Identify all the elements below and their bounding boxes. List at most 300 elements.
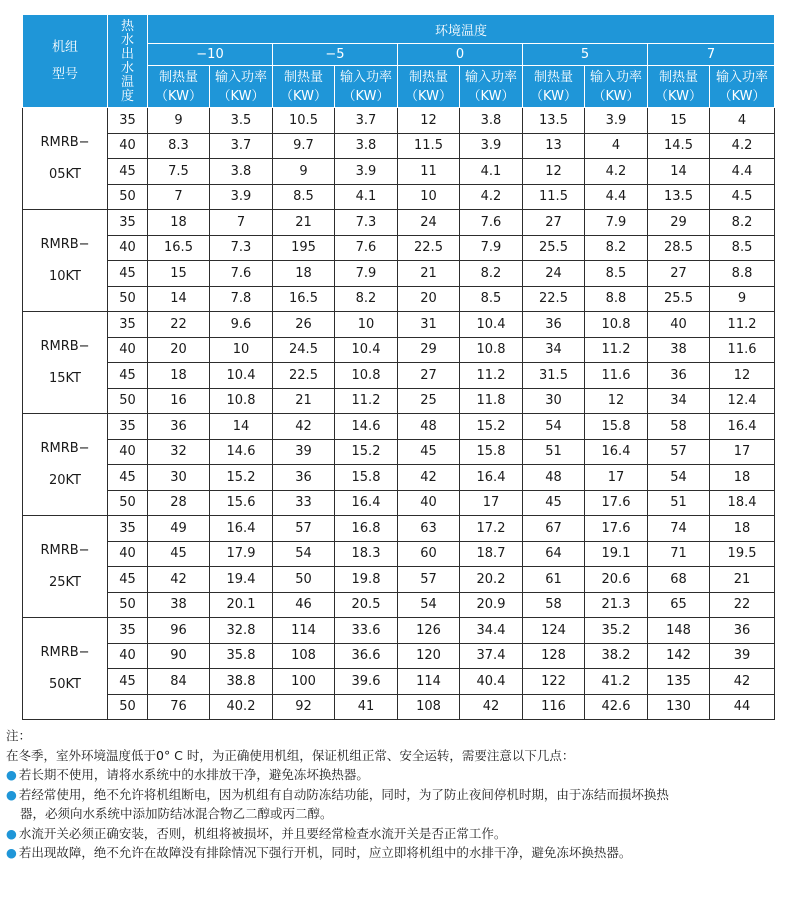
value-cell: 4.5 xyxy=(710,184,775,210)
value-cell: 49 xyxy=(148,516,210,542)
model-cell: RMRB− 50KT xyxy=(23,618,108,720)
value-cell: 100 xyxy=(273,669,335,695)
value-cell: 28 xyxy=(148,490,210,516)
value-cell: 54 xyxy=(398,592,460,618)
value-cell: 18 xyxy=(710,465,775,491)
value-cell: 40 xyxy=(648,312,710,338)
value-cell: 126 xyxy=(398,618,460,644)
value-cell: 16.4 xyxy=(210,516,273,542)
value-cell: 10.8 xyxy=(335,363,398,389)
value-cell: 14.6 xyxy=(210,439,273,465)
value-cell: 41.2 xyxy=(585,669,648,695)
value-cell: 42.6 xyxy=(585,694,648,720)
value-cell: 3.9 xyxy=(210,184,273,210)
water-temp-cell: 40 xyxy=(108,133,148,159)
value-cell: 114 xyxy=(398,669,460,695)
value-cell: 12 xyxy=(585,388,648,414)
value-cell: 120 xyxy=(398,643,460,669)
value-cell: 16.5 xyxy=(148,235,210,261)
value-cell: 4.1 xyxy=(335,184,398,210)
value-cell: 46 xyxy=(273,592,335,618)
note-item: ● 若经常使用，绝不允许将机组断电，因为机组有自动防冻结功能，同时，为了防止夜间停机时期，由于冻结而损坏换热 xyxy=(6,786,669,802)
value-cell: 51 xyxy=(523,439,585,465)
water-temp-cell: 40 xyxy=(108,337,148,363)
value-cell: 9.6 xyxy=(210,312,273,338)
value-cell: 71 xyxy=(648,541,710,567)
value-cell: 57 xyxy=(273,516,335,542)
value-cell: 17 xyxy=(710,439,775,465)
input-power-header: 输入功率 （KW） xyxy=(210,66,273,108)
value-cell: 18 xyxy=(710,516,775,542)
table-row xyxy=(23,541,775,567)
bullet-icon: ● xyxy=(6,767,17,782)
water-temp-cell: 35 xyxy=(108,618,148,644)
value-cell: 10.4 xyxy=(335,337,398,363)
value-cell: 135 xyxy=(648,669,710,695)
notes-intro: 在冬季，室外环境温度低于0° C 时，为正确使用机组，保证机组正常、安全运转，需要注意以下几点： xyxy=(6,747,575,763)
value-cell: 40.2 xyxy=(210,694,273,720)
value-cell: 20.2 xyxy=(460,567,523,593)
value-cell: 15.2 xyxy=(335,439,398,465)
value-cell: 8.5 xyxy=(273,184,335,210)
value-cell: 38 xyxy=(148,592,210,618)
value-cell: 18 xyxy=(148,210,210,236)
value-cell: 3.8 xyxy=(460,108,523,134)
value-cell: 8.2 xyxy=(710,210,775,236)
value-cell: 44 xyxy=(710,694,775,720)
value-cell: 11.6 xyxy=(585,363,648,389)
heat-capacity-header: 制热量 （KW） xyxy=(148,66,210,108)
value-cell: 29 xyxy=(398,337,460,363)
value-cell: 10 xyxy=(210,337,273,363)
value-cell: 10.5 xyxy=(273,108,335,134)
value-cell: 54 xyxy=(523,414,585,440)
table-row xyxy=(23,388,775,414)
water-temp-cell: 35 xyxy=(108,516,148,542)
ambient-temp-header: 环境温度 xyxy=(148,15,775,44)
value-cell: 22.5 xyxy=(523,286,585,312)
value-cell: 15.2 xyxy=(210,465,273,491)
table-body xyxy=(23,108,775,720)
water-temp-cell: 50 xyxy=(108,388,148,414)
value-cell: 22.5 xyxy=(398,235,460,261)
value-cell: 16.5 xyxy=(273,286,335,312)
water-temp-cell: 35 xyxy=(108,414,148,440)
value-cell: 27 xyxy=(648,261,710,287)
value-cell: 24 xyxy=(523,261,585,287)
value-cell: 16.4 xyxy=(585,439,648,465)
table-row xyxy=(23,439,775,465)
value-cell: 41 xyxy=(335,694,398,720)
value-cell: 14 xyxy=(148,286,210,312)
value-cell: 14.5 xyxy=(648,133,710,159)
value-cell: 17.6 xyxy=(585,516,648,542)
value-cell: 11.2 xyxy=(585,337,648,363)
value-cell: 42 xyxy=(273,414,335,440)
value-cell: 42 xyxy=(148,567,210,593)
bullet-icon: ● xyxy=(6,845,17,860)
table-row xyxy=(23,108,775,134)
value-cell: 15.6 xyxy=(210,490,273,516)
value-cell: 11.2 xyxy=(460,363,523,389)
value-cell: 20.1 xyxy=(210,592,273,618)
value-cell: 29 xyxy=(648,210,710,236)
water-temp-cell: 40 xyxy=(108,541,148,567)
value-cell: 28.5 xyxy=(648,235,710,261)
model-cell: RMRB− 10KT xyxy=(23,210,108,312)
value-cell: 58 xyxy=(648,414,710,440)
value-cell: 18.7 xyxy=(460,541,523,567)
value-cell: 45 xyxy=(523,490,585,516)
value-cell: 36 xyxy=(523,312,585,338)
value-cell: 7.9 xyxy=(585,210,648,236)
value-cell: 33 xyxy=(273,490,335,516)
input-power-header: 输入功率 （KW） xyxy=(710,66,775,108)
value-cell: 18 xyxy=(148,363,210,389)
heat-capacity-header: 制热量 （KW） xyxy=(398,66,460,108)
value-cell: 10 xyxy=(335,312,398,338)
value-cell: 36 xyxy=(273,465,335,491)
value-cell: 15 xyxy=(648,108,710,134)
value-cell: 54 xyxy=(273,541,335,567)
value-cell: 11.5 xyxy=(398,133,460,159)
bullet-icon: ● xyxy=(6,786,17,802)
table-row xyxy=(23,567,775,593)
value-cell: 17.6 xyxy=(585,490,648,516)
value-cell: 8.8 xyxy=(710,261,775,287)
value-cell: 7.6 xyxy=(335,235,398,261)
value-cell: 10 xyxy=(398,184,460,210)
value-cell: 12 xyxy=(398,108,460,134)
table-row xyxy=(23,210,775,236)
value-cell: 32.8 xyxy=(210,618,273,644)
value-cell: 10.8 xyxy=(460,337,523,363)
table-row xyxy=(23,592,775,618)
value-cell: 7 xyxy=(210,210,273,236)
value-cell: 4.4 xyxy=(710,159,775,185)
value-cell: 20 xyxy=(398,286,460,312)
value-cell: 15.2 xyxy=(460,414,523,440)
note-item: ● 若长期不使用，请将水系统中的水排放干净，避免冻坏换热器。 xyxy=(6,767,369,782)
value-cell: 38.8 xyxy=(210,669,273,695)
value-cell: 26 xyxy=(273,312,335,338)
value-cell: 74 xyxy=(648,516,710,542)
water-temp-cell: 50 xyxy=(108,184,148,210)
value-cell: 96 xyxy=(148,618,210,644)
value-cell: 57 xyxy=(398,567,460,593)
value-cell: 25.5 xyxy=(523,235,585,261)
value-cell: 17.9 xyxy=(210,541,273,567)
value-cell: 35.8 xyxy=(210,643,273,669)
value-cell: 116 xyxy=(523,694,585,720)
water-temp-cell: 35 xyxy=(108,108,148,134)
value-cell: 25.5 xyxy=(648,286,710,312)
value-cell: 76 xyxy=(148,694,210,720)
value-cell: 3.7 xyxy=(335,108,398,134)
value-cell: 18 xyxy=(273,261,335,287)
value-cell: 68 xyxy=(648,567,710,593)
value-cell: 3.8 xyxy=(210,159,273,185)
value-cell: 8.3 xyxy=(148,133,210,159)
value-cell: 21 xyxy=(273,210,335,236)
value-cell: 8.5 xyxy=(585,261,648,287)
table-row xyxy=(23,235,775,261)
water-temp-cell: 45 xyxy=(108,567,148,593)
value-cell: 39 xyxy=(273,439,335,465)
value-cell: 37.4 xyxy=(460,643,523,669)
value-cell: 11.2 xyxy=(335,388,398,414)
value-cell: 27 xyxy=(398,363,460,389)
value-cell: 108 xyxy=(398,694,460,720)
value-cell: 148 xyxy=(648,618,710,644)
heat-capacity-header: 制热量 （KW） xyxy=(273,66,335,108)
value-cell: 4 xyxy=(585,133,648,159)
value-cell: 3.5 xyxy=(210,108,273,134)
value-cell: 57 xyxy=(648,439,710,465)
value-cell: 3.9 xyxy=(585,108,648,134)
value-cell: 3.8 xyxy=(335,133,398,159)
value-cell: 20.6 xyxy=(585,567,648,593)
table-row xyxy=(23,184,775,210)
water-temp-cell: 35 xyxy=(108,312,148,338)
value-cell: 13 xyxy=(523,133,585,159)
value-cell: 65 xyxy=(648,592,710,618)
value-cell: 38.2 xyxy=(585,643,648,669)
value-cell: 13.5 xyxy=(648,184,710,210)
ambient-value-header: 7 xyxy=(648,44,775,66)
value-cell: 40.4 xyxy=(460,669,523,695)
water-temp-cell: 45 xyxy=(108,669,148,695)
value-cell: 39 xyxy=(710,643,775,669)
model-cell: RMRB− 15KT xyxy=(23,312,108,414)
value-cell: 8.2 xyxy=(460,261,523,287)
value-cell: 14.6 xyxy=(335,414,398,440)
value-cell: 8.2 xyxy=(585,235,648,261)
value-cell: 19.4 xyxy=(210,567,273,593)
value-cell: 9 xyxy=(710,286,775,312)
value-cell: 22 xyxy=(148,312,210,338)
value-cell: 17.2 xyxy=(460,516,523,542)
value-cell: 19.5 xyxy=(710,541,775,567)
value-cell: 4.2 xyxy=(710,133,775,159)
value-cell: 48 xyxy=(398,414,460,440)
value-cell: 11.8 xyxy=(460,388,523,414)
value-cell: 45 xyxy=(148,541,210,567)
value-cell: 34.4 xyxy=(460,618,523,644)
table-row xyxy=(23,516,775,542)
value-cell: 16 xyxy=(148,388,210,414)
value-cell: 36.6 xyxy=(335,643,398,669)
value-cell: 60 xyxy=(398,541,460,567)
water-temp-cell: 50 xyxy=(108,694,148,720)
value-cell: 36 xyxy=(148,414,210,440)
water-temp-cell: 45 xyxy=(108,159,148,185)
table-row xyxy=(23,414,775,440)
value-cell: 7.3 xyxy=(210,235,273,261)
water-temp-header: 热 水 出 水 温 度 xyxy=(108,15,148,108)
value-cell: 20.5 xyxy=(335,592,398,618)
value-cell: 7.6 xyxy=(460,210,523,236)
value-cell: 34 xyxy=(523,337,585,363)
value-cell: 195 xyxy=(273,235,335,261)
note-item: ● 水流开关必须正确安装，否则，机组将被损坏，并且要经常检查水流开关是否正常工作。 xyxy=(6,825,507,841)
value-cell: 4 xyxy=(710,108,775,134)
value-cell: 8.5 xyxy=(710,235,775,261)
value-cell: 114 xyxy=(273,618,335,644)
value-cell: 4.1 xyxy=(460,159,523,185)
value-cell: 4.4 xyxy=(585,184,648,210)
value-cell: 36 xyxy=(648,363,710,389)
table-row xyxy=(23,694,775,720)
value-cell: 42 xyxy=(398,465,460,491)
value-cell: 10.8 xyxy=(585,312,648,338)
value-cell: 9 xyxy=(148,108,210,134)
value-cell: 13.5 xyxy=(523,108,585,134)
table-row xyxy=(23,312,775,338)
value-cell: 61 xyxy=(523,567,585,593)
value-cell: 10.8 xyxy=(210,388,273,414)
value-cell: 18.3 xyxy=(335,541,398,567)
value-cell: 15 xyxy=(148,261,210,287)
value-cell: 15.8 xyxy=(335,465,398,491)
notes-title: 注： xyxy=(6,728,32,743)
water-temp-cell: 40 xyxy=(108,235,148,261)
input-power-header: 输入功率 （KW） xyxy=(585,66,648,108)
water-temp-cell: 50 xyxy=(108,286,148,312)
value-cell: 39.6 xyxy=(335,669,398,695)
table-row xyxy=(23,643,775,669)
value-cell: 108 xyxy=(273,643,335,669)
heat-capacity-header: 制热量 （KW） xyxy=(523,66,585,108)
bullet-icon: ● xyxy=(6,825,17,841)
value-cell: 48 xyxy=(523,465,585,491)
value-cell: 63 xyxy=(398,516,460,542)
value-cell: 32 xyxy=(148,439,210,465)
value-cell: 7.6 xyxy=(210,261,273,287)
value-cell: 15.8 xyxy=(585,414,648,440)
value-cell: 8.8 xyxy=(585,286,648,312)
value-cell: 18.4 xyxy=(710,490,775,516)
value-cell: 42 xyxy=(460,694,523,720)
value-cell: 22 xyxy=(710,592,775,618)
table-row xyxy=(23,669,775,695)
table-row xyxy=(23,159,775,185)
model-cell: RMRB− 05KT xyxy=(23,108,108,210)
value-cell: 19.1 xyxy=(585,541,648,567)
value-cell: 4.2 xyxy=(585,159,648,185)
value-cell: 21 xyxy=(710,567,775,593)
value-cell: 11.2 xyxy=(710,312,775,338)
value-cell: 124 xyxy=(523,618,585,644)
water-temp-cell: 40 xyxy=(108,439,148,465)
ambient-value-header: 0 xyxy=(398,44,523,66)
table-row xyxy=(23,133,775,159)
water-temp-cell: 40 xyxy=(108,643,148,669)
input-power-header: 输入功率 （KW） xyxy=(335,66,398,108)
note-item-continuation: 器，必须向水系统中添加防结冰混合物乙二醇或丙二醇。 xyxy=(20,806,333,821)
value-cell: 9.7 xyxy=(273,133,335,159)
table-row xyxy=(23,618,775,644)
value-cell: 130 xyxy=(648,694,710,720)
notes-section xyxy=(6,726,792,863)
value-cell: 42 xyxy=(710,669,775,695)
value-cell: 16.4 xyxy=(710,414,775,440)
value-cell: 7.9 xyxy=(335,261,398,287)
value-cell: 8.2 xyxy=(335,286,398,312)
value-cell: 142 xyxy=(648,643,710,669)
value-cell: 4.2 xyxy=(460,184,523,210)
value-cell: 24 xyxy=(398,210,460,236)
value-cell: 128 xyxy=(523,643,585,669)
value-cell: 45 xyxy=(398,439,460,465)
value-cell: 11.6 xyxy=(710,337,775,363)
input-power-header: 输入功率 （KW） xyxy=(460,66,523,108)
value-cell: 3.9 xyxy=(335,159,398,185)
value-cell: 3.7 xyxy=(210,133,273,159)
value-cell: 12.4 xyxy=(710,388,775,414)
value-cell: 16.8 xyxy=(335,516,398,542)
ambient-value-header: 5 xyxy=(523,44,648,66)
water-temp-cell: 45 xyxy=(108,363,148,389)
value-cell: 25 xyxy=(398,388,460,414)
performance-table xyxy=(22,14,775,720)
table-row xyxy=(23,490,775,516)
value-cell: 10.4 xyxy=(210,363,273,389)
value-cell: 14 xyxy=(210,414,273,440)
value-cell: 33.6 xyxy=(335,618,398,644)
water-temp-cell: 45 xyxy=(108,465,148,491)
value-cell: 20.9 xyxy=(460,592,523,618)
value-cell: 38 xyxy=(648,337,710,363)
table-row xyxy=(23,286,775,312)
value-cell: 21 xyxy=(273,388,335,414)
table-row xyxy=(23,337,775,363)
value-cell: 8.5 xyxy=(460,286,523,312)
value-cell: 24.5 xyxy=(273,337,335,363)
value-cell: 84 xyxy=(148,669,210,695)
value-cell: 17 xyxy=(460,490,523,516)
ambient-value-header: −5 xyxy=(273,44,398,66)
value-cell: 51 xyxy=(648,490,710,516)
value-cell: 54 xyxy=(648,465,710,491)
value-cell: 19.8 xyxy=(335,567,398,593)
model-cell: RMRB− 25KT xyxy=(23,516,108,618)
value-cell: 9 xyxy=(273,159,335,185)
value-cell: 15.8 xyxy=(460,439,523,465)
value-cell: 64 xyxy=(523,541,585,567)
value-cell: 58 xyxy=(523,592,585,618)
value-cell: 20 xyxy=(148,337,210,363)
value-cell: 50 xyxy=(273,567,335,593)
value-cell: 12 xyxy=(523,159,585,185)
value-cell: 7.5 xyxy=(148,159,210,185)
value-cell: 11.5 xyxy=(523,184,585,210)
value-cell: 7.3 xyxy=(335,210,398,236)
value-cell: 10.4 xyxy=(460,312,523,338)
value-cell: 40 xyxy=(398,490,460,516)
water-temp-cell: 35 xyxy=(108,210,148,236)
value-cell: 16.4 xyxy=(460,465,523,491)
value-cell: 7.9 xyxy=(460,235,523,261)
value-cell: 30 xyxy=(523,388,585,414)
value-cell: 12 xyxy=(710,363,775,389)
heat-capacity-header: 制热量 （KW） xyxy=(648,66,710,108)
value-cell: 21 xyxy=(398,261,460,287)
note-item: ● 若出现故障，绝不允许在故障没有排除情况下强行开机，同时，应立即将机组中的水排干净，避免冻坏换热器。 xyxy=(6,845,632,860)
value-cell: 17 xyxy=(585,465,648,491)
value-cell: 90 xyxy=(148,643,210,669)
table-row xyxy=(23,465,775,491)
